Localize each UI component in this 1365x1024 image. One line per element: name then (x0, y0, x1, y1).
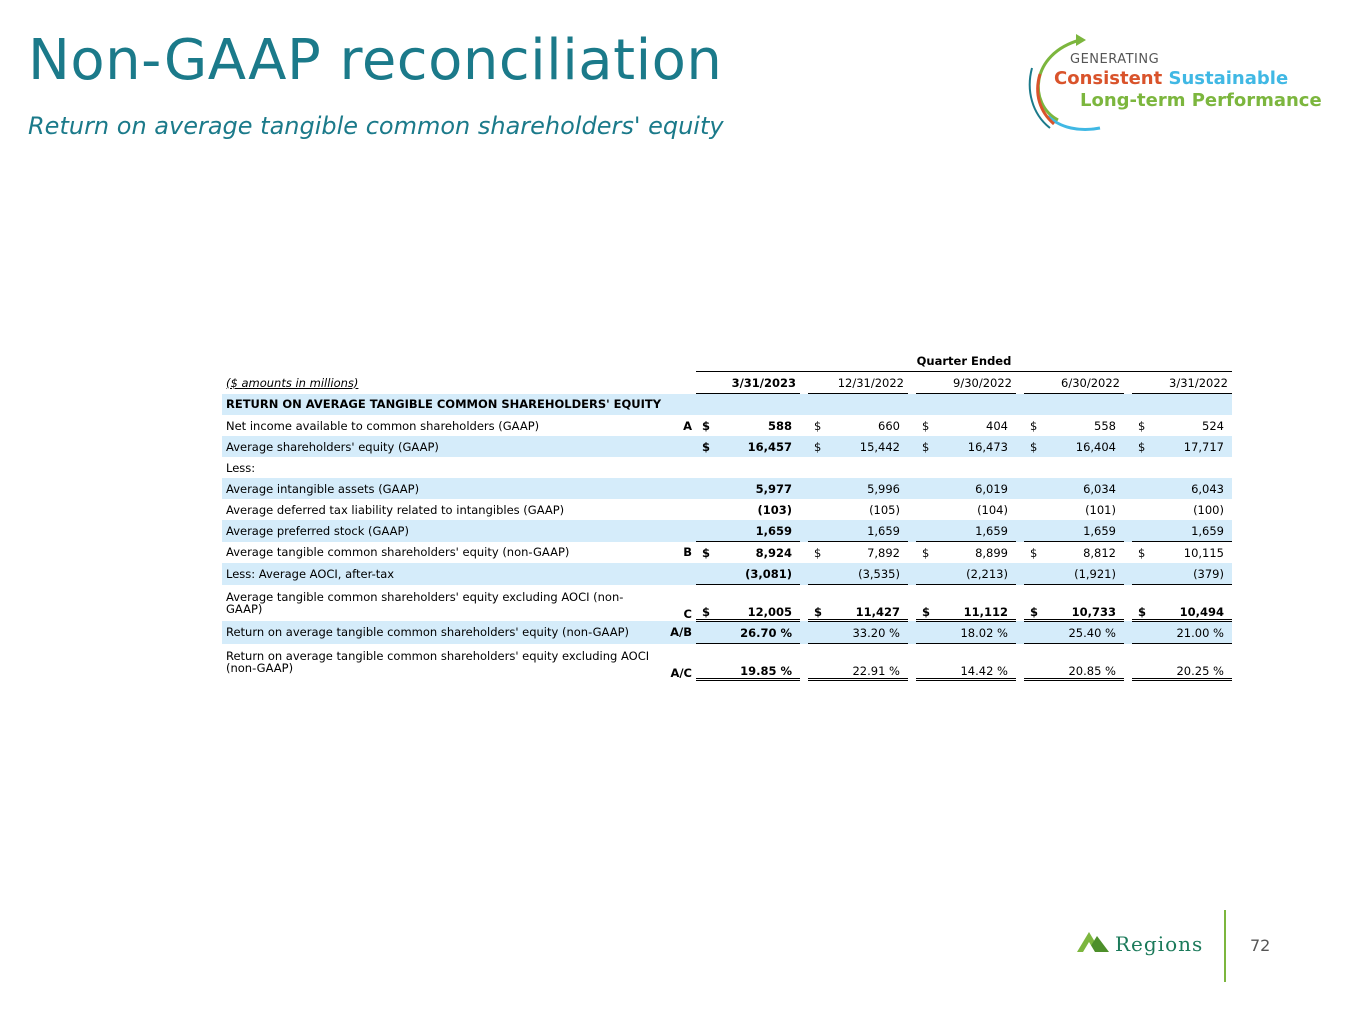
row-label: Less: (226, 460, 256, 475)
currency-cell (916, 457, 936, 478)
row-label: Return on average tangible common shareholders' equity excluding AOCI (non-GAAP) (226, 648, 650, 675)
quarter-ended-header: Quarter Ended (696, 350, 1232, 372)
currency-symbol: $ (814, 418, 822, 433)
row-label: Average tangible common shareholders' equity (non-GAAP) (226, 545, 570, 560)
currency-cell (1024, 478, 1044, 499)
currency-cell (1024, 457, 1044, 478)
value-cell: (1,921) (1044, 563, 1124, 585)
value-cell: (379) (1152, 563, 1232, 585)
table-row (222, 478, 1232, 499)
value-cell: 8,899 (975, 545, 1008, 560)
value-cell: 6,034 (1044, 478, 1124, 499)
value-cell: 10,494 (1152, 585, 1232, 621)
currency-cell (808, 644, 828, 680)
value-cell: 21.00 % (1152, 621, 1232, 644)
value-cell: (105) (869, 502, 900, 517)
value-cell (1044, 457, 1124, 478)
row-ref (662, 520, 696, 542)
currency-cell (696, 644, 716, 680)
value-cell: 16,404 (1044, 436, 1124, 457)
value-cell: 1,659 (716, 520, 800, 542)
currency-cell (1024, 621, 1044, 644)
currency-cell (696, 499, 716, 520)
table-row (222, 415, 1232, 436)
table-row (222, 499, 1232, 520)
table-row (222, 436, 1232, 457)
value-cell: (3,535) (828, 563, 908, 585)
value-cell: 5,996 (828, 478, 908, 499)
value-cell: 16,457 (716, 436, 800, 457)
currency-symbol: $ (916, 585, 936, 621)
table-row (222, 457, 1232, 478)
currency-cell (696, 621, 716, 644)
currency-cell (1132, 644, 1152, 680)
value-cell: 12,005 (716, 585, 800, 621)
value-cell (1152, 457, 1232, 478)
currency-cell (916, 563, 936, 585)
value-cell: 25.40 % (1044, 621, 1124, 644)
currency-cell (1132, 499, 1152, 520)
regions-triangle-icon (1075, 928, 1111, 954)
table-row (222, 520, 1232, 542)
table-row (222, 644, 1232, 680)
value-cell: (2,213) (936, 563, 1016, 585)
value-cell (936, 457, 1016, 478)
value-cell (716, 457, 800, 478)
currency-cell (808, 499, 828, 520)
currency-symbol: $ (916, 436, 936, 457)
value-cell: 22.91 % (828, 644, 908, 680)
row-label: Average tangible common shareholders' equity excluding AOCI (non-GAAP) (226, 589, 624, 616)
value-cell: 10,115 (1183, 545, 1224, 560)
currency-cell (808, 457, 828, 478)
currency-cell (1024, 520, 1044, 542)
value-cell: (3,081) (716, 563, 800, 585)
value-cell: 19.85 % (716, 644, 800, 680)
currency-cell (916, 621, 936, 644)
currency-symbol: $ (702, 545, 711, 560)
currency-cell (1132, 520, 1152, 542)
currency-symbol: $ (808, 585, 828, 621)
row-ref (662, 478, 696, 499)
currency-cell (696, 478, 716, 499)
currency-symbol: $ (814, 545, 822, 560)
currency-cell (916, 478, 936, 499)
value-cell: 18.02 % (936, 621, 1016, 644)
value-cell: 33.20 % (828, 621, 908, 644)
row-ref: A/B (662, 621, 696, 644)
currency-symbol: $ (1138, 545, 1146, 560)
currency-symbol: $ (702, 418, 711, 433)
currency-cell (1132, 457, 1152, 478)
value-cell: 16,473 (936, 436, 1016, 457)
value-cell: 5,977 (716, 478, 800, 499)
value-cell: 660 (878, 418, 900, 433)
currency-cell (696, 563, 716, 585)
currency-cell (808, 621, 828, 644)
value-cell: 11,112 (936, 585, 1016, 621)
value-cell: 1,659 (1152, 520, 1232, 542)
row-label: Average deferred tax liability related to intangibles (GAAP) (226, 502, 565, 517)
row-label: Net income available to common shareholders (GAAP) (226, 418, 540, 433)
currency-symbol: $ (696, 436, 716, 457)
row-ref: C (683, 606, 692, 621)
value-cell: 6,019 (936, 478, 1016, 499)
value-cell: 20.85 % (1044, 644, 1124, 680)
page-title: Non-GAAP reconciliation (28, 28, 723, 93)
row-ref: A (683, 418, 692, 433)
currency-cell (696, 520, 716, 542)
value-cell: 17,717 (1152, 436, 1232, 457)
logo-line3: Long-term Performance (1080, 90, 1322, 111)
value-cell: (100) (1193, 502, 1224, 517)
generating-performance-logo (1020, 24, 1320, 136)
currency-cell (1024, 499, 1044, 520)
currency-cell (808, 520, 828, 542)
currency-cell (808, 478, 828, 499)
row-label: Average preferred stock (GAAP) (222, 520, 662, 542)
page-subtitle: Return on average tangible common shareholders' equity (28, 112, 724, 140)
currency-cell (916, 499, 936, 520)
row-label: Average shareholders' equity (GAAP) (222, 436, 662, 457)
section-title-row (222, 394, 1232, 416)
value-cell (828, 457, 908, 478)
currency-cell (1132, 478, 1152, 499)
value-cell: 524 (1202, 418, 1224, 433)
row-label: Return on average tangible common shareholders' equity (non-GAAP) (222, 621, 662, 644)
row-ref: A/C (670, 665, 692, 680)
value-cell: 1,659 (936, 520, 1016, 542)
value-cell: 14.42 % (936, 644, 1016, 680)
value-cell: 404 (986, 418, 1008, 433)
logo-line2: Consistent Sustainable (1054, 68, 1289, 89)
value-cell: 1,659 (1044, 520, 1124, 542)
currency-cell (1024, 563, 1044, 585)
currency-symbol: $ (1024, 436, 1044, 457)
value-cell: 1,659 (828, 520, 908, 542)
currency-cell (1132, 563, 1152, 585)
footer-divider (1224, 910, 1226, 982)
currency-symbol: $ (1030, 545, 1038, 560)
value-cell: 26.70 % (716, 621, 800, 644)
currency-symbol: $ (1024, 585, 1044, 621)
currency-cell (808, 563, 828, 585)
row-ref (662, 436, 696, 457)
value-cell: 10,733 (1044, 585, 1124, 621)
currency-symbol: $ (1132, 436, 1152, 457)
row-ref (662, 499, 696, 520)
table-row (222, 542, 1232, 564)
col-header: 6/30/2022 (1024, 372, 1124, 394)
value-cell: 11,427 (828, 585, 908, 621)
row-label: Less: Average AOCI, after-tax (222, 563, 662, 585)
page-number: 72 (1250, 936, 1271, 955)
value-cell: 8,924 (755, 545, 792, 560)
value-cell: 6,043 (1152, 478, 1232, 499)
amounts-note: ($ amounts in millions) (226, 375, 359, 390)
value-cell: 20.25 % (1152, 644, 1232, 680)
regions-logo-text: Regions (1115, 932, 1204, 956)
currency-symbol: $ (1138, 418, 1146, 433)
value-cell: (104) (977, 502, 1008, 517)
section-title: RETURN ON AVERAGE TANGIBLE COMMON SHAREHOLDERS' EQUITY (222, 394, 696, 416)
currency-cell (696, 457, 716, 478)
currency-symbol: $ (696, 585, 716, 621)
col-header: 3/31/2022 (1132, 372, 1232, 394)
table-row (222, 621, 1232, 644)
regions-logo (1075, 928, 1225, 958)
currency-symbol: $ (1030, 418, 1038, 433)
row-label: Average intangible assets (GAAP) (222, 478, 662, 499)
value-cell: (101) (1085, 502, 1116, 517)
currency-cell (916, 520, 936, 542)
value-cell: 8,812 (1083, 545, 1116, 560)
currency-symbol: $ (1132, 585, 1152, 621)
table-row (222, 563, 1232, 585)
currency-symbol: $ (922, 418, 930, 433)
currency-cell (916, 644, 936, 680)
value-cell: 588 (767, 418, 792, 433)
column-header-row (222, 372, 1232, 394)
value-cell: 15,442 (828, 436, 908, 457)
row-ref (662, 457, 696, 478)
col-header: 12/31/2022 (808, 372, 908, 394)
currency-symbol: $ (922, 545, 930, 560)
reconciliation-table (222, 350, 1232, 681)
row-ref (662, 563, 696, 585)
logo-generating-text: GENERATING (1070, 52, 1160, 67)
table-row (222, 585, 1232, 621)
currency-cell (1132, 621, 1152, 644)
currency-symbol: $ (808, 436, 828, 457)
row-ref: B (683, 545, 692, 560)
col-header: 9/30/2022 (916, 372, 1016, 394)
value-cell: (103) (757, 502, 792, 517)
value-cell: 558 (1094, 418, 1116, 433)
currency-cell (1024, 644, 1044, 680)
col-header: 3/31/2023 (696, 372, 800, 394)
value-cell: 7,892 (867, 545, 900, 560)
